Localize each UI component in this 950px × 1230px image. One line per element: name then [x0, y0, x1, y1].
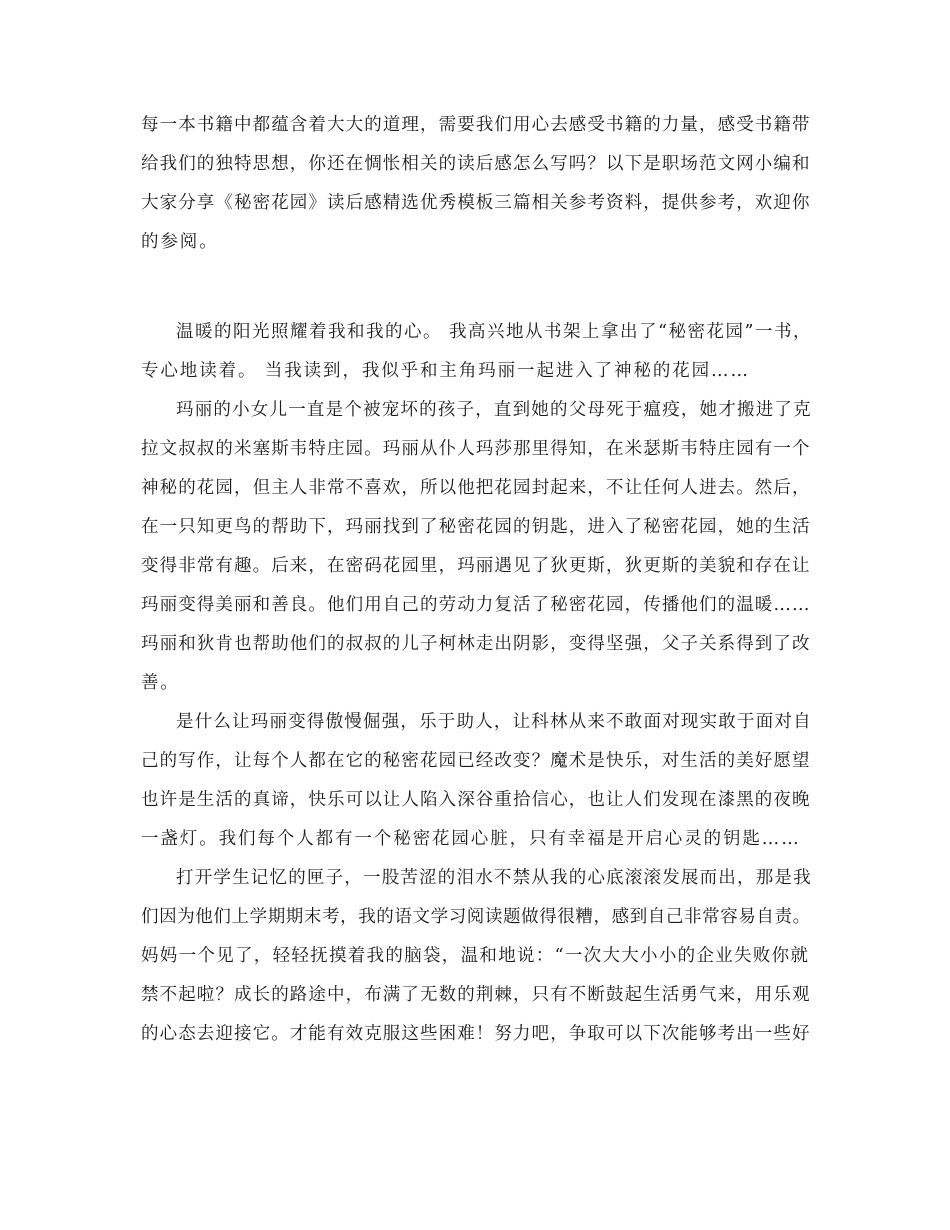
body-line: 拉文叔叔的米塞斯韦特庄园。玛丽从仆人玛莎那里得知，在米瑟斯韦特庄园有一个 [141, 439, 811, 459]
body-line: 善。 [141, 673, 180, 693]
body-line: 妈妈一个见了，轻轻抚摸着我的脑袋，温和地说：“一次大大小小的企业失败你就 [141, 946, 810, 966]
body-line: 变得非常有趣。后来，在密码花园里，玛丽遇见了狄更斯，狄更斯的美貌和存在让 [141, 556, 811, 576]
body-line: 也许是生活的真谛，快乐可以让人陷入深谷重拾信心，也让人们发现在漆黑的夜晚 [141, 790, 811, 810]
intro-line: 的参阅。 [141, 232, 219, 252]
body-line: 是什么让玛丽变得傲慢倔强，乐于助人，让科林从来不敢面对现实敢于面对自 [176, 712, 812, 732]
intro-line: 给我们的独特思想，你还在惆怅相关的读后感怎么写吗？以下是职场范文网小编和 [141, 154, 811, 174]
body-line: 们因为他们上学期期末考，我的语文学习阅读题做得很糟，感到自己非常容易自责。 [141, 907, 811, 927]
body-line: 禁不起啦？成长的路途中，布满了无数的荆棘，只有不断鼓起生活勇气来，用乐观 [141, 985, 811, 1005]
body-line: 己的写作，让每个人都在它的秘密花园已经改变？魔术是快乐，对生活的美好愿望 [141, 751, 811, 771]
intro-line: 每一本书籍中都蕴含着大大的道理，需要我们用心去感受书籍的力量，感受书籍带 [141, 115, 811, 135]
intro-line: 大家分享《秘密花园》读后感精选优秀模板三篇相关参考资料，提供参考，欢迎你 [141, 193, 811, 213]
body-line: 专心地读着。 当我读到，我似乎和主角玛丽一起进入了神秘的花园…… [141, 361, 750, 381]
body-line: 玛丽的小女儿一直是个被宠坏的孩子，直到她的父母死于瘟疫，她才搬进了克 [176, 400, 812, 420]
body-line: 玛丽变得美丽和善良。他们用自己的劳动力复活了秘密花园，传播他们的温暖…… [141, 595, 811, 615]
body-line: 神秘的花园，但主人非常不喜欢，所以他把花园封起来，不让任何人进去。然后， [141, 478, 811, 498]
body-line: 在一只知更鸟的帮助下，玛丽找到了秘密花园的钥匙，进入了秘密花园，她的生活 [141, 517, 811, 537]
body-line: 玛丽和狄肯也帮助他们的叔叔的儿子柯林走出阴影，变得坚强，父子关系得到了改 [141, 634, 811, 654]
body-line: 的心态去迎接它。才能有效克服这些困难！努力吧，争取可以下次能够考出一些好 [141, 1024, 811, 1044]
body-line: 一盏灯。我们每个人都有一个秘密花园心脏，只有幸福是开启心灵的钥匙…… [141, 829, 801, 849]
body-line: 温暖的阳光照耀着我和我的心。 我高兴地从书架上拿出了“秘密花园”一书， [176, 322, 812, 342]
body-line: 打开学生记忆的匣子，一股苦涩的泪水不禁从我的心底滚滚发展而出，那是我 [176, 868, 812, 888]
